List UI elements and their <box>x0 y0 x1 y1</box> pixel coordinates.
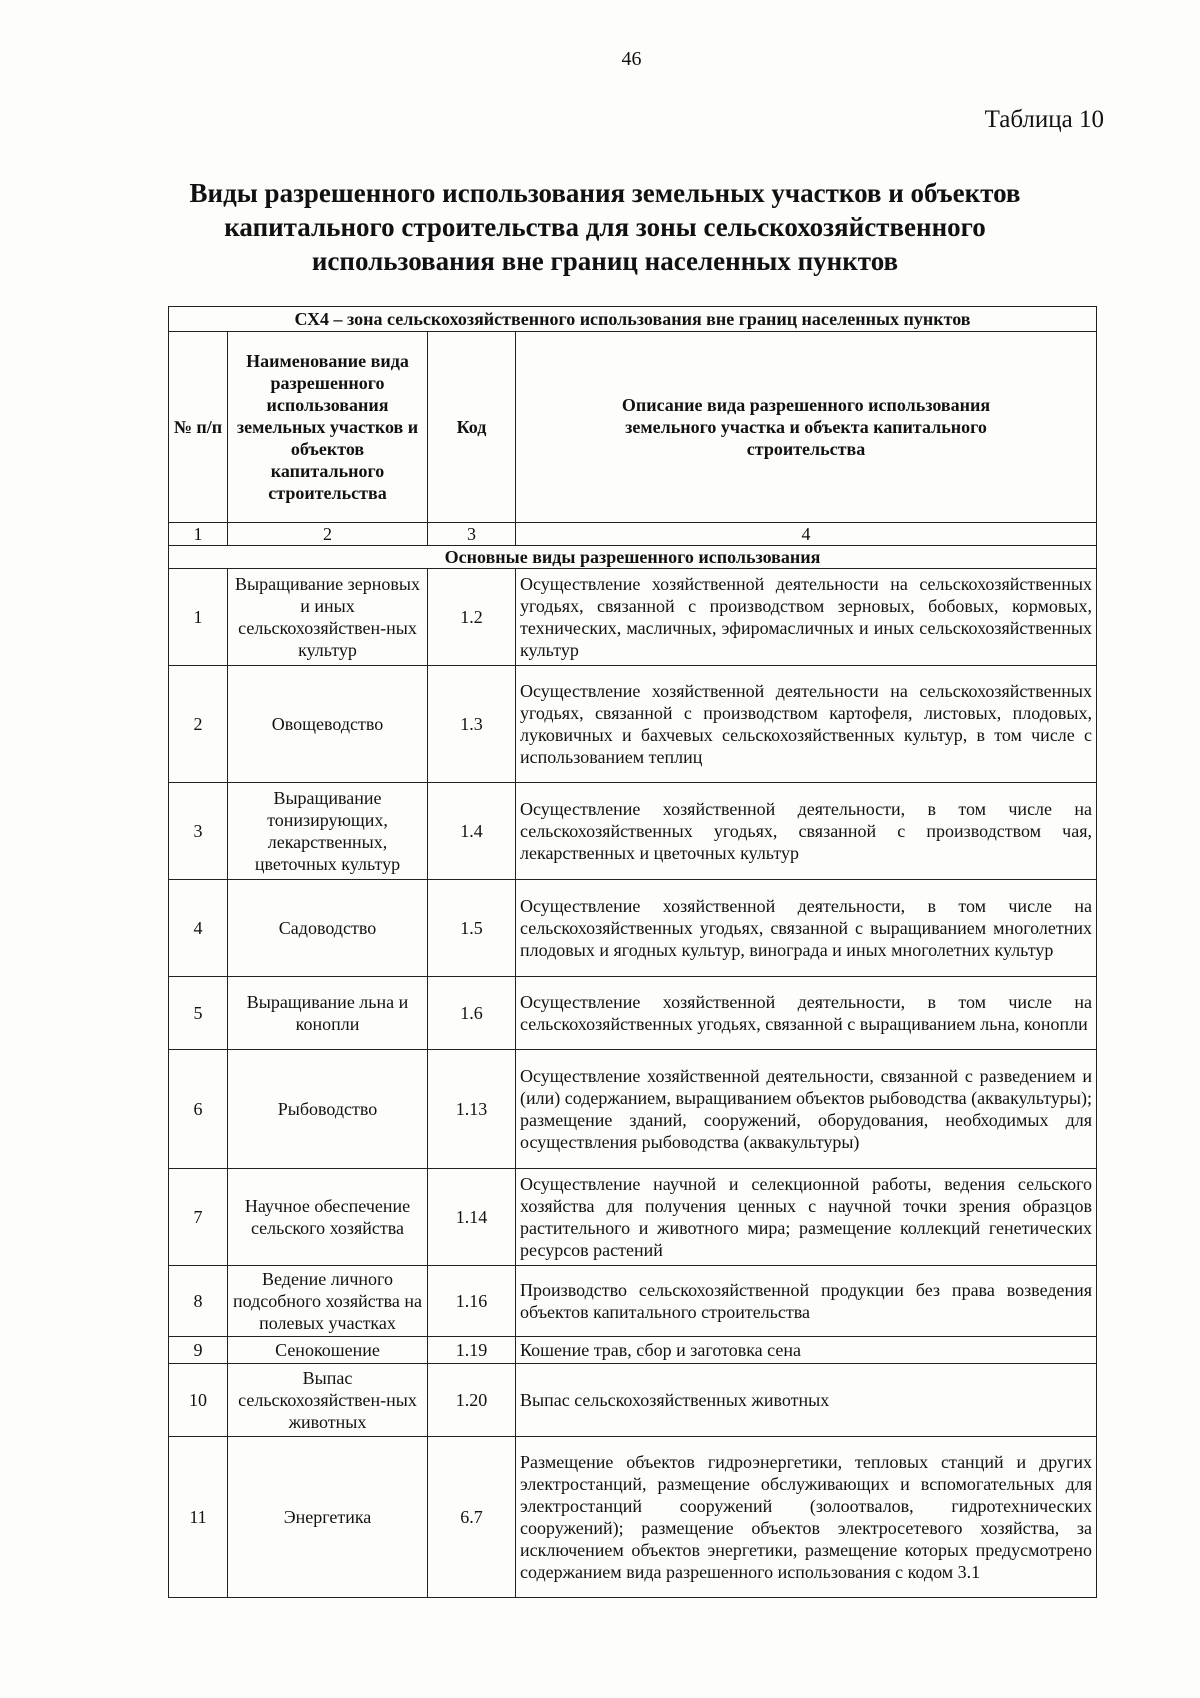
row-number: 11 <box>169 1437 228 1598</box>
table-row <box>169 783 1097 880</box>
use-code: 1.3 <box>428 666 516 783</box>
use-name: Выпас сельскохозяйствен-ных животных <box>228 1364 428 1437</box>
table-row <box>169 977 1097 1050</box>
page-number: 46 <box>621 48 642 70</box>
use-code: 1.2 <box>428 569 516 666</box>
use-description: Размещение объектов гидроэнергетики, тепловых станций и других электростанций, размещение обслуживающих и вспомогательных для электростанций сооружений (золоотвалов, гидротехнических сооружений); размещение объектов электросетевого хозяйства, за исключением объектов энергетики, размещение которых предусмотрено содержанием вида разрешенного использования с кодом 3.1 <box>516 1437 1097 1598</box>
use-name: Овощеводство <box>228 666 428 783</box>
table-body <box>169 307 1097 1598</box>
use-code: 1.14 <box>428 1169 516 1266</box>
column-number: 1 <box>169 523 228 546</box>
column-number-row <box>169 523 1097 546</box>
section-row <box>169 546 1097 569</box>
use-code: 1.13 <box>428 1050 516 1169</box>
use-code: 1.5 <box>428 880 516 977</box>
table-row <box>169 1169 1097 1266</box>
row-number: 9 <box>169 1337 228 1364</box>
row-number: 8 <box>169 1266 228 1337</box>
zone-header: СХ4 – зона сельскохозяйственного использования вне границ населенных пунктов <box>169 307 1097 332</box>
row-number: 6 <box>169 1050 228 1169</box>
table-row <box>169 1364 1097 1437</box>
use-name: Энергетика <box>228 1437 428 1598</box>
use-name: Научное обеспечение сельского хозяйства <box>228 1169 428 1266</box>
use-description: Осуществление хозяйственной деятельности, в том числе на сельскохозяйственных угодьях, связанной с производством чая, лекарственных и цветочных культур <box>516 783 1097 880</box>
section-title: Основные виды разрешенного использования <box>169 546 1097 569</box>
row-number: 5 <box>169 977 228 1050</box>
column-number: 3 <box>428 523 516 546</box>
use-description: Осуществление хозяйственной деятельности на сельскохозяйственных угодьях, связанной с производством зерновых, бобовых, кормовых, технических, масличных, эфиромасличных и иных сельскохозяйственных культур <box>516 569 1097 666</box>
header-code: Код <box>428 332 516 523</box>
row-number: 7 <box>169 1169 228 1266</box>
use-description: Осуществление хозяйственной деятельности на сельскохозяйственных угодьях, связанной с производством картофеля, листовых, плодовых, луковичных и бахчевых сельскохозяйственных культур, в том числе с использованием теплиц <box>516 666 1097 783</box>
column-header-row <box>169 332 1097 523</box>
use-description: Осуществление хозяйственной деятельности, связанной с разведением и (или) содержанием, выращиванием объектов рыбоводства (аквакультуры); размещение зданий, сооружений, оборудования, необходимых для осуществления рыбоводства (аквакультуры) <box>516 1050 1097 1169</box>
use-description: Осуществление хозяйственной деятельности, в том числе на сельскохозяйственных угодьях, связанной с выращиванием льна, конопли <box>516 977 1097 1050</box>
table-row <box>169 880 1097 977</box>
use-name: Выращивание льна и конопли <box>228 977 428 1050</box>
table-row <box>169 1266 1097 1337</box>
use-code: 1.16 <box>428 1266 516 1337</box>
use-description: Осуществление хозяйственной деятельности, в том числе на сельскохозяйственных угодьях, связанной с выращиванием многолетних плодовых и ягодных культур, винограда и иных многолетних культур <box>516 880 1097 977</box>
use-name: Ведение личного подсобного хозяйства на полевых участках <box>228 1266 428 1337</box>
header-description: Описание вида разрешенного использования земельного участка и объекта капитального строительства <box>516 332 1097 523</box>
header-name: Наименование вида разрешенного использования земельных участков и объектов капитального строительства <box>228 332 428 523</box>
use-code: 1.19 <box>428 1337 516 1364</box>
use-name: Выращивание тонизирующих, лекарственных, цветочных культур <box>228 783 428 880</box>
row-number: 2 <box>169 666 228 783</box>
use-description: Выпас сельскохозяйственных животных <box>516 1364 1097 1437</box>
zone-header-row <box>169 307 1097 332</box>
document-title: Виды разрешенного использования земельных участков и объектов капитального строительства для зоны сельскохозяйственного использования вне границ населенных пунктов <box>189 178 1021 276</box>
table-row <box>169 569 1097 666</box>
use-code: 1.6 <box>428 977 516 1050</box>
row-number: 3 <box>169 783 228 880</box>
use-name: Садоводство <box>228 880 428 977</box>
use-name: Выращивание зерновых и иных сельскохозяйствен-ных культур <box>228 569 428 666</box>
table-row <box>169 666 1097 783</box>
use-description: Кошение трав, сбор и заготовка сена <box>516 1337 1097 1364</box>
column-number: 2 <box>228 523 428 546</box>
row-number: 1 <box>169 569 228 666</box>
table-row <box>169 1337 1097 1364</box>
row-number: 10 <box>169 1364 228 1437</box>
use-description: Производство сельскохозяйственной продукции без права возведения объектов капитального строительства <box>516 1266 1097 1337</box>
use-description: Осуществление научной и селекционной работы, ведения сельского хозяйства для получения ценных с научной точки зрения образцов растительного и животного мира; размещение коллекций генетических ресурсов растений <box>516 1169 1097 1266</box>
column-number: 4 <box>516 523 1097 546</box>
use-name: Сенокошение <box>228 1337 428 1364</box>
land-use-table <box>168 306 1097 1598</box>
use-code: 1.4 <box>428 783 516 880</box>
use-code: 1.20 <box>428 1364 516 1437</box>
header-number: № п/п <box>169 332 228 523</box>
table-row <box>169 1437 1097 1598</box>
table-caption: Таблица 10 <box>984 106 1104 133</box>
row-number: 4 <box>169 880 228 977</box>
use-code: 6.7 <box>428 1437 516 1598</box>
use-name: Рыбоводство <box>228 1050 428 1169</box>
table-row <box>169 1050 1097 1169</box>
